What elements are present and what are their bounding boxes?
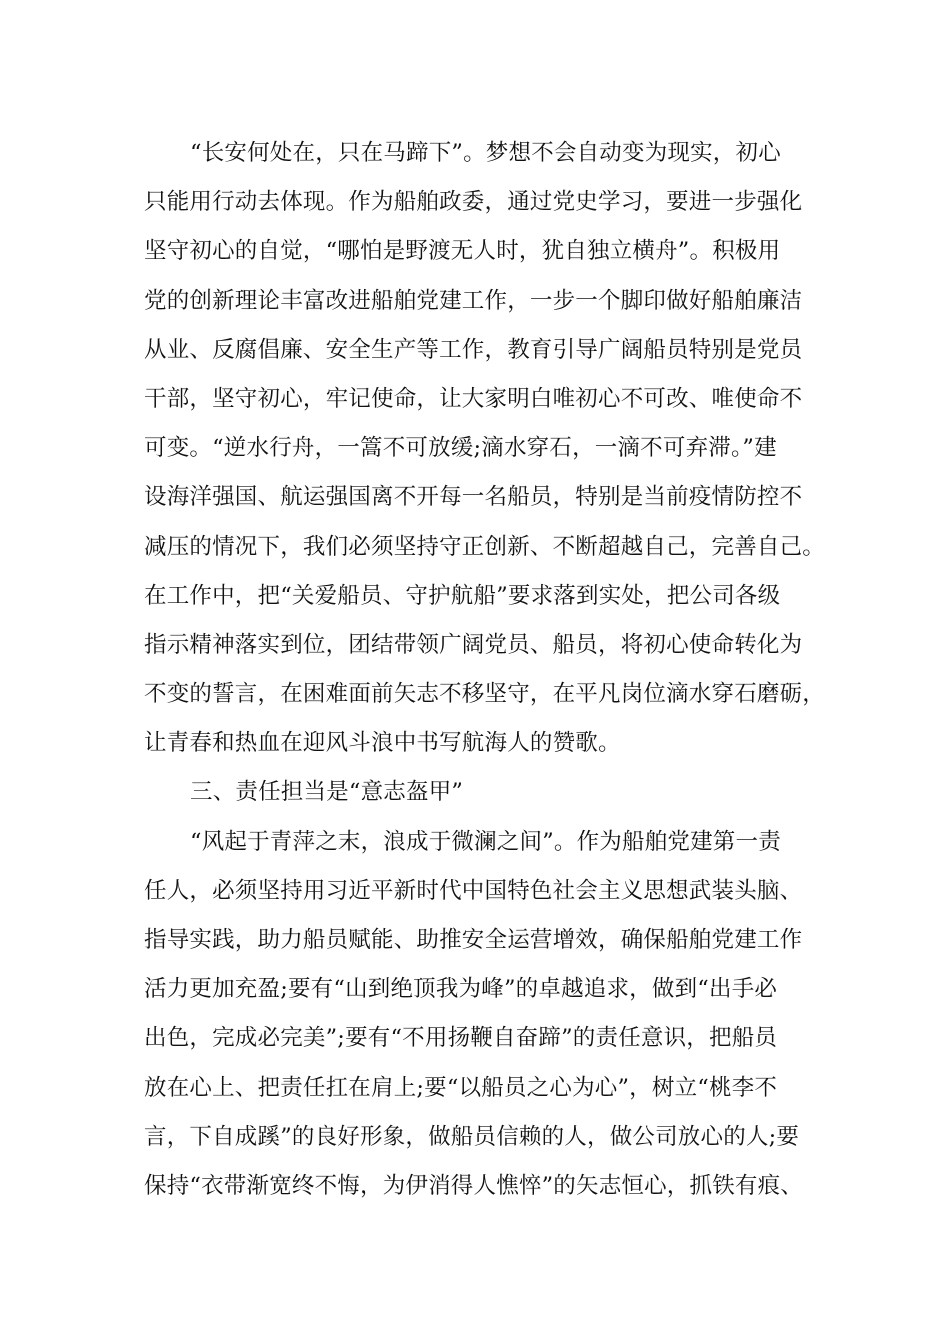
paragraph-line: “风起于青萍之末，浪成于微澜之间”。作为船舶党建第一责 [190,828,781,855]
paragraph-line: 党的创新理论丰富改进船舶党建工作，一步一个脚印做好船舶廉洁 [144,287,803,314]
paragraph-line: 坚守初心的自觉，“哪怕是野渡无人时，犹自独立横舟”。积极用 [144,238,781,265]
paragraph-line: 指示精神落实到位，团结带领广阔党员、船员，将初心使命转化为 [144,631,803,658]
paragraph-line: 可变。“逆水行舟，一篙不可放缓;滴水穿石，一滴不可弃滞。”建 [144,435,777,462]
paragraph-line: 言，下自成蹊”的良好形象，做船员信赖的人，做公司放心的人;要 [144,1123,800,1150]
paragraph-line: 让青春和热血在迎风斗浪中书写航海人的赞歌。 [144,730,621,757]
paragraph-line: 设海洋强国、航运强国离不开每一名船员，特别是当前疫情防控不 [144,484,803,511]
paragraph-line: 从业、反腐倡廉、安全生产等工作，教育引导广阔船员特别是党员 [144,336,803,363]
paragraph-line: 活力更加充盈;要有“山到绝顶我为峰”的卓越追求，做到“出手必 [144,976,778,1003]
paragraph-line: 在工作中，把“关爱船员、守护航船”要求落到实处，把公司各级 [144,582,781,609]
paragraph-line: 干部，坚守初心，牢记使命，让大家明白唯初心不可改、唯使命不 [144,385,803,412]
paragraph-line: 保持“衣带渐宽终不悔，为伊消得人憔悴”的矢志恒心，抓铁有痕、 [144,1172,804,1199]
paragraph-line: “长安何处在，只在马蹄下”。梦想不会自动变为现实，初心 [190,140,781,166]
paragraph-line: 指导实践，助力船员赋能、助推安全运营增效，确保船舶党建工作 [144,927,803,953]
document-body [144,129,824,1211]
section-heading: 三、责任担当是“意志盔甲” [190,779,464,806]
paragraph-line: 放在心上、把责任扛在肩上;要“以船员之心为心”，树立“桃李不 [144,1074,778,1101]
paragraph-line: 减压的情况下，我们必须坚持守正创新、不断超越自己，完善自己。 [144,533,826,560]
paragraph-line: 只能用行动去体现。作为船舶政委，通过党史学习，要进一步强化 [144,189,803,216]
paragraph-line: 不变的誓言，在困难面前矢志不移坚守，在平凡岗位滴水穿石磨砺， [144,681,826,708]
paragraph-line: 任人，必须坚持用习近平新时代中国特色社会主义思想武装头脑、 [144,877,803,904]
paragraph-line: 出色，完成必完美”;要有“不用扬鞭自奋蹄”的责任意识，把船员 [144,1025,778,1052]
